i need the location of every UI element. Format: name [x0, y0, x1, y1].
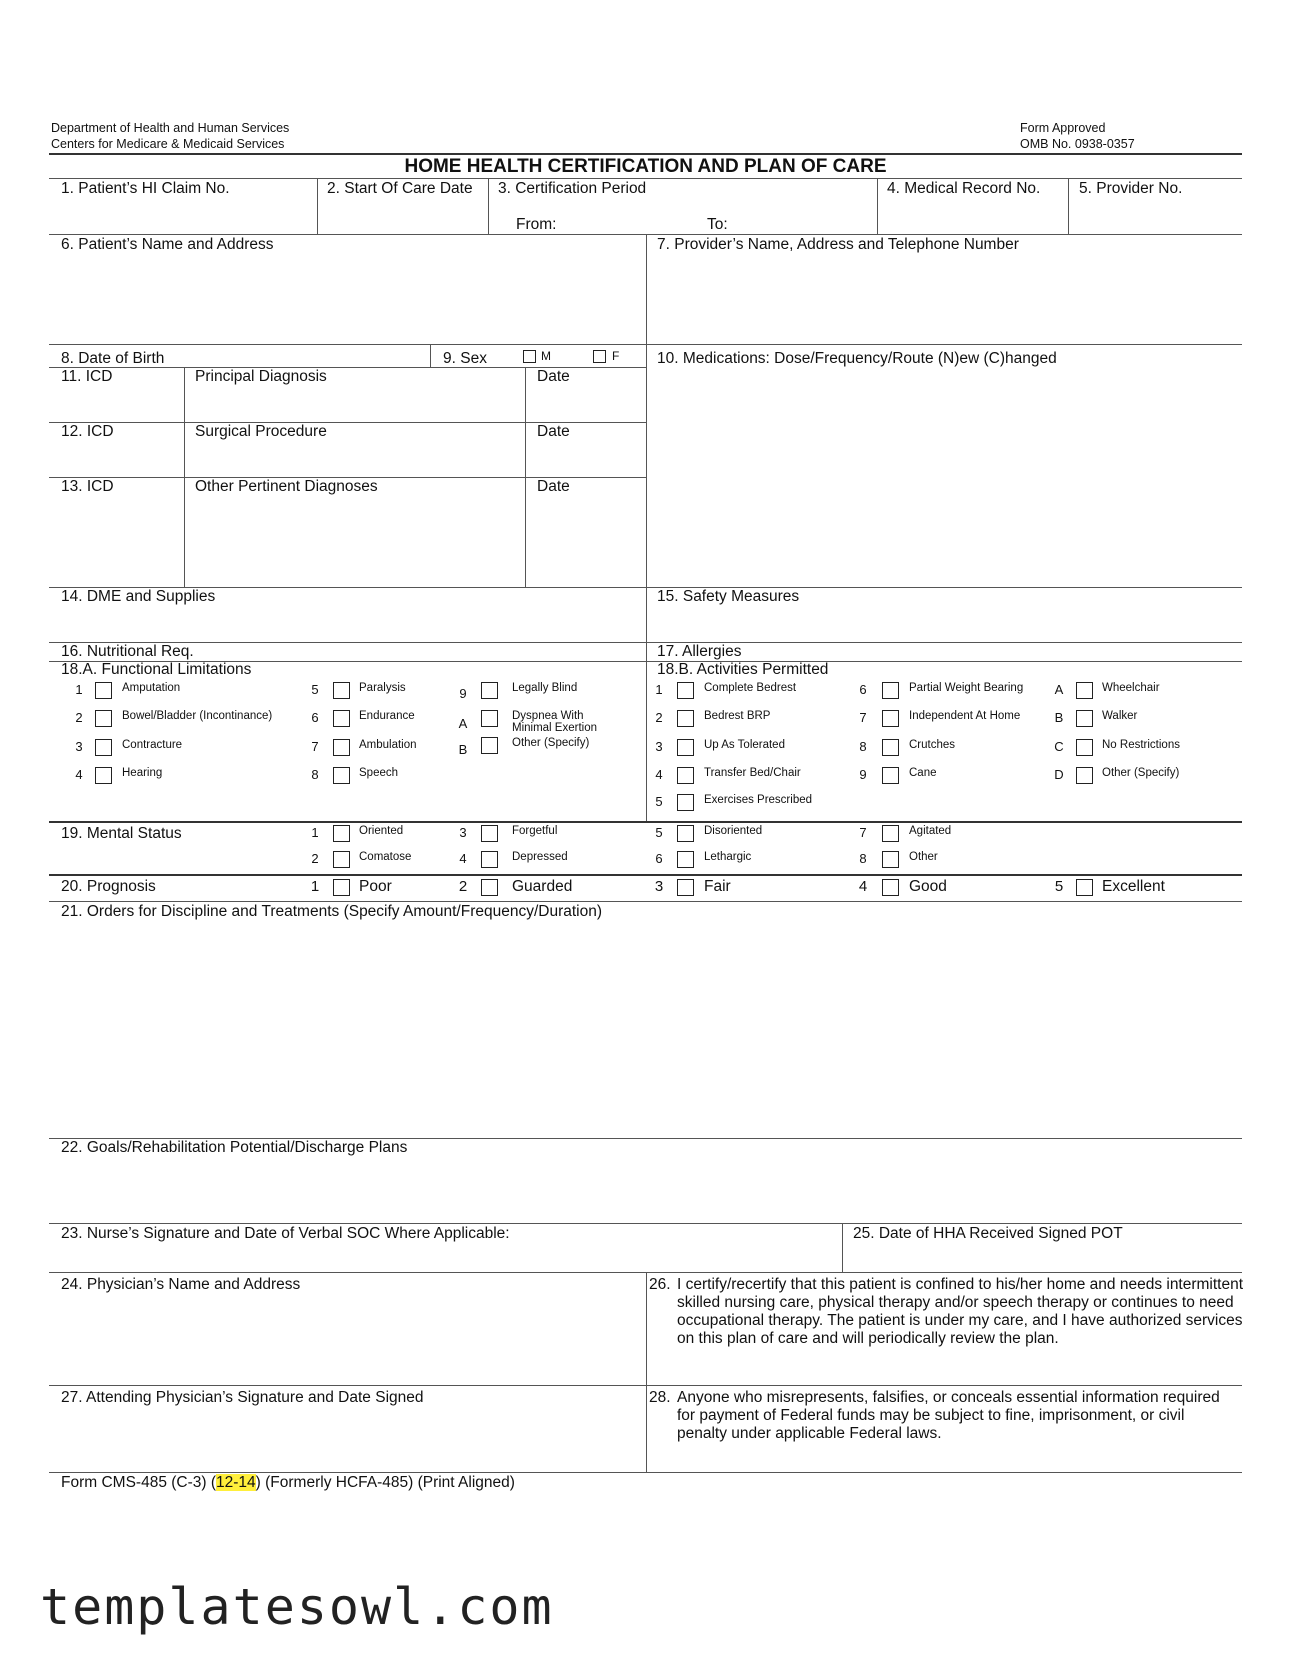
pg-code: 1 — [310, 878, 320, 895]
field-14-label: 14. DME and Supplies — [61, 588, 216, 605]
ap-exercises-label: Exercises Prescribed — [704, 794, 813, 806]
ap-code: D — [1054, 767, 1064, 782]
misrepresentation-warning: Anyone who misrepresents, falsifies, or conceals essential information required for payment of Federal funds may be subject to fine, imprisonment, or civil penalty under applicable Federal laws. — [677, 1389, 1220, 1442]
pg-code: 5 — [1054, 878, 1064, 895]
omb-number: OMB No. 0938-0357 — [1020, 137, 1135, 151]
ms-code: 2 — [311, 851, 319, 866]
ms-code: 4 — [459, 851, 467, 866]
ap-crutches-label: Crutches — [909, 739, 956, 751]
field-5-label: 5. Provider No. — [1079, 180, 1183, 197]
fl-hearing-checkbox[interactable] — [95, 767, 112, 784]
ms-oriented-label: Oriented — [359, 825, 404, 837]
fl-paralysis-label: Paralysis — [359, 682, 406, 694]
ap-walker-label: Walker — [1102, 710, 1138, 722]
ap-code: 4 — [655, 767, 663, 782]
ap-cane-checkbox[interactable] — [882, 767, 899, 784]
fl-dyspnea-label-line2: Minimal Exertion — [512, 722, 597, 734]
fl-speech-label: Speech — [359, 767, 399, 779]
pg-poor-checkbox[interactable] — [333, 879, 350, 896]
fl-ambulation-checkbox[interactable] — [333, 739, 350, 756]
field-21-label: 21. Orders for Discipline and Treatments (Specify Amount/Frequency/Duration) — [61, 903, 603, 920]
ap-cane-label: Cane — [909, 767, 937, 779]
ap-transfer-checkbox[interactable] — [677, 767, 694, 784]
pg-code: 4 — [858, 878, 868, 895]
fl-amputation-checkbox[interactable] — [95, 682, 112, 699]
field-19-label: 19. Mental Status — [61, 825, 182, 842]
pg-code: 2 — [458, 878, 468, 895]
cert-to-label: To: — [707, 216, 728, 233]
field-27-label: 27. Attending Physician’s Signature and Date Signed — [61, 1389, 424, 1406]
fl-code: 1 — [75, 682, 83, 697]
form-revision-highlight: 12-14 — [216, 1474, 256, 1491]
ms-lethargic-label: Lethargic — [704, 851, 752, 863]
ap-code: C — [1054, 739, 1064, 754]
ap-partial-weight-checkbox[interactable] — [882, 682, 899, 699]
fl-bowel-bladder-label: Bowel/Bladder (Incontinance) — [122, 710, 273, 722]
ms-other-checkbox[interactable] — [882, 851, 899, 868]
sex-male-checkbox[interactable] — [523, 350, 536, 363]
sex-male-label: M — [541, 349, 551, 363]
fl-hearing-label: Hearing — [122, 767, 163, 779]
principal-diagnosis-label: Principal Diagnosis — [195, 368, 327, 385]
fl-code: 3 — [75, 739, 83, 754]
cert-from-label: From: — [516, 216, 557, 233]
ap-up-as-tolerated-checkbox[interactable] — [677, 739, 694, 756]
pg-guarded-label: Guarded — [512, 878, 573, 895]
ap-code: 2 — [655, 710, 663, 725]
ms-code: 5 — [655, 825, 663, 840]
fl-bowel-bladder-checkbox[interactable] — [95, 710, 112, 727]
field-7-label: 7. Provider’s Name, Address and Telephone Number — [657, 236, 1019, 253]
field-13-date-label: Date — [537, 478, 570, 495]
fl-code: A — [458, 716, 468, 731]
field-10-label: 10. Medications: Dose/Frequency/Route (N)ew (C)hanged — [657, 350, 1057, 367]
ap-partial-weight-label: Partial Weight Bearing — [909, 682, 1024, 694]
field-11-date-label: Date — [537, 368, 570, 385]
fl-amputation-label: Amputation — [122, 682, 181, 694]
fl-code: B — [458, 742, 468, 757]
ms-forgetful-label: Forgetful — [512, 825, 558, 837]
fl-dyspnea-label: Dyspnea With — [512, 710, 584, 722]
fl-contracture-checkbox[interactable] — [95, 739, 112, 756]
ap-other-checkbox[interactable] — [1076, 767, 1093, 784]
fl-code: 5 — [311, 682, 319, 697]
ap-code: 5 — [655, 794, 663, 809]
field-12-date-label: Date — [537, 423, 570, 440]
ap-complete-bedrest-label: Complete Bedrest — [704, 682, 797, 694]
ap-independent-label: Independent At Home — [909, 710, 1021, 722]
ap-code: 8 — [859, 739, 867, 754]
field-8-label: 8. Date of Birth — [61, 350, 165, 367]
ms-code: 1 — [311, 825, 319, 840]
ap-code: A — [1054, 682, 1064, 697]
field-26-number: 26. — [649, 1276, 671, 1293]
field-28-number: 28. — [649, 1389, 671, 1406]
field-23-label: 23. Nurse’s Signature and Date of Verbal SOC Where Applicable: — [61, 1225, 510, 1242]
fl-ambulation-label: Ambulation — [359, 739, 417, 751]
fl-legally-blind-checkbox[interactable] — [481, 682, 498, 699]
field-22-label: 22. Goals/Rehabilitation Potential/Discharge Plans — [61, 1139, 408, 1156]
ap-code: 6 — [859, 682, 867, 697]
ap-code: B — [1054, 710, 1064, 725]
ap-crutches-checkbox[interactable] — [882, 739, 899, 756]
field-25-label: 25. Date of HHA Received Signed POT — [853, 1225, 1123, 1242]
field-4-label: 4. Medical Record No. — [887, 180, 1041, 197]
ms-disoriented-label: Disoriented — [704, 825, 763, 837]
ap-bedrest-brp-label: Bedrest BRP — [704, 710, 771, 722]
fl-code: 4 — [75, 767, 83, 782]
pg-excellent-checkbox[interactable] — [1076, 879, 1093, 896]
fl-code: 6 — [311, 710, 319, 725]
fl-other-label: Other (Specify) — [512, 737, 590, 749]
ms-lethargic-checkbox[interactable] — [677, 851, 694, 868]
form-number — [61, 1474, 515, 1492]
sex-female-label: F — [612, 349, 620, 363]
field-11-label: 11. ICD — [61, 368, 113, 385]
ms-oriented-checkbox[interactable] — [333, 825, 350, 842]
other-diagnoses-label: Other Pertinent Diagnoses — [195, 478, 378, 495]
field-18a-label: 18.A. Functional Limitations — [61, 661, 252, 678]
field-20-label: 20. Prognosis — [61, 878, 156, 895]
ms-other-label: Other — [909, 851, 938, 863]
ap-code: 9 — [859, 767, 867, 782]
fl-code: 9 — [459, 686, 467, 701]
ap-complete-bedrest-checkbox[interactable] — [677, 682, 694, 699]
ms-depressed-checkbox[interactable] — [481, 851, 498, 868]
agency-line-2: Centers for Medicare & Medicaid Services — [51, 137, 285, 151]
ap-wheelchair-checkbox[interactable] — [1076, 682, 1093, 699]
field-18b-label: 18.B. Activities Permitted — [657, 661, 829, 678]
ms-comatose-label: Comatose — [359, 851, 412, 863]
fl-other-checkbox[interactable] — [481, 737, 498, 754]
ap-wheelchair-label: Wheelchair — [1102, 682, 1160, 694]
field-3-label: 3. Certification Period — [498, 180, 647, 197]
fl-contracture-label: Contracture — [122, 739, 183, 751]
ms-agitated-checkbox[interactable] — [882, 825, 899, 842]
header-rule — [49, 153, 1242, 155]
fl-legally-blind-label: Legally Blind — [512, 682, 578, 694]
ap-code: 1 — [655, 682, 663, 697]
approval-line-1: Form Approved — [1020, 121, 1106, 135]
fl-code: 2 — [75, 710, 83, 725]
ap-other-label: Other (Specify) — [1102, 767, 1180, 779]
form-number-prefix: Form CMS-485 (C-3) ( — [61, 1474, 217, 1491]
ms-code: 8 — [859, 851, 867, 866]
ap-independent-checkbox[interactable] — [882, 710, 899, 727]
field-2-label: 2. Start Of Care Date — [327, 180, 473, 197]
sex-female-checkbox[interactable] — [593, 350, 606, 363]
field-17-label: 17. Allergies — [657, 643, 742, 660]
field-16-label: 16. Nutritional Req. — [61, 643, 194, 660]
fl-endurance-checkbox[interactable] — [333, 710, 350, 727]
ap-up-as-tolerated-label: Up As Tolerated — [704, 739, 785, 751]
pg-code: 3 — [654, 878, 664, 895]
fl-code: 7 — [311, 739, 319, 754]
pg-fair-checkbox[interactable] — [677, 879, 694, 896]
pg-guarded-checkbox[interactable] — [481, 879, 498, 896]
form-number-suffix: ) (Formerly HCFA-485) (Print Aligned) — [255, 1474, 515, 1491]
field-15-label: 15. Safety Measures — [657, 588, 800, 605]
ms-disoriented-checkbox[interactable] — [677, 825, 694, 842]
field-1-label: 1. Patient’s HI Claim No. — [61, 180, 230, 197]
ap-bedrest-brp-checkbox[interactable] — [677, 710, 694, 727]
fl-endurance-label: Endurance — [359, 710, 415, 722]
agency-line-1: Department of Health and Human Services — [51, 121, 290, 135]
field-13-label: 13. ICD — [61, 478, 114, 495]
ap-exercises-checkbox[interactable] — [677, 794, 694, 811]
ap-no-restrictions-label: No Restrictions — [1102, 739, 1180, 751]
field-24-label: 24. Physician’s Name and Address — [61, 1276, 301, 1293]
ap-walker-checkbox[interactable] — [1076, 710, 1093, 727]
ms-comatose-checkbox[interactable] — [333, 851, 350, 868]
pg-fair-label: Fair — [704, 878, 731, 895]
pg-good-checkbox[interactable] — [882, 879, 899, 896]
field-6-label: 6. Patient’s Name and Address — [61, 236, 274, 253]
ap-code: 7 — [859, 710, 867, 725]
ap-no-restrictions-checkbox[interactable] — [1076, 739, 1093, 756]
ms-agitated-label: Agitated — [909, 825, 952, 837]
ms-forgetful-checkbox[interactable] — [481, 825, 498, 842]
field-9-label: 9. Sex — [443, 350, 487, 367]
fl-paralysis-checkbox[interactable] — [333, 682, 350, 699]
pg-poor-label: Poor — [359, 878, 392, 895]
fl-speech-checkbox[interactable] — [333, 767, 350, 784]
ms-code: 6 — [655, 851, 663, 866]
ms-depressed-label: Depressed — [512, 851, 568, 863]
form-title: HOME HEALTH CERTIFICATION AND PLAN OF CARE — [404, 156, 887, 177]
ms-code: 3 — [459, 825, 467, 840]
ms-code: 7 — [859, 825, 867, 840]
pg-good-label: Good — [909, 878, 947, 895]
ap-code: 3 — [655, 739, 663, 754]
fl-code: 8 — [311, 767, 319, 782]
pg-excellent-label: Excellent — [1102, 878, 1165, 895]
watermark-text: templatesowl.com — [40, 1578, 554, 1636]
fl-dyspnea-checkbox[interactable] — [481, 710, 498, 727]
field-12-label: 12. ICD — [61, 423, 114, 440]
surgical-procedure-label: Surgical Procedure — [195, 423, 327, 440]
certification-statement: I certify/recertify that this patient is confined to his/her home and needs intermittent skilled nursing care, physical therapy and/or speech therapy or continues to need occupational therapy. The patient is under my care, and I have authorized services on this plan of care and will periodically review the plan. — [677, 1276, 1244, 1347]
ap-transfer-label: Transfer Bed/Chair — [704, 767, 801, 779]
